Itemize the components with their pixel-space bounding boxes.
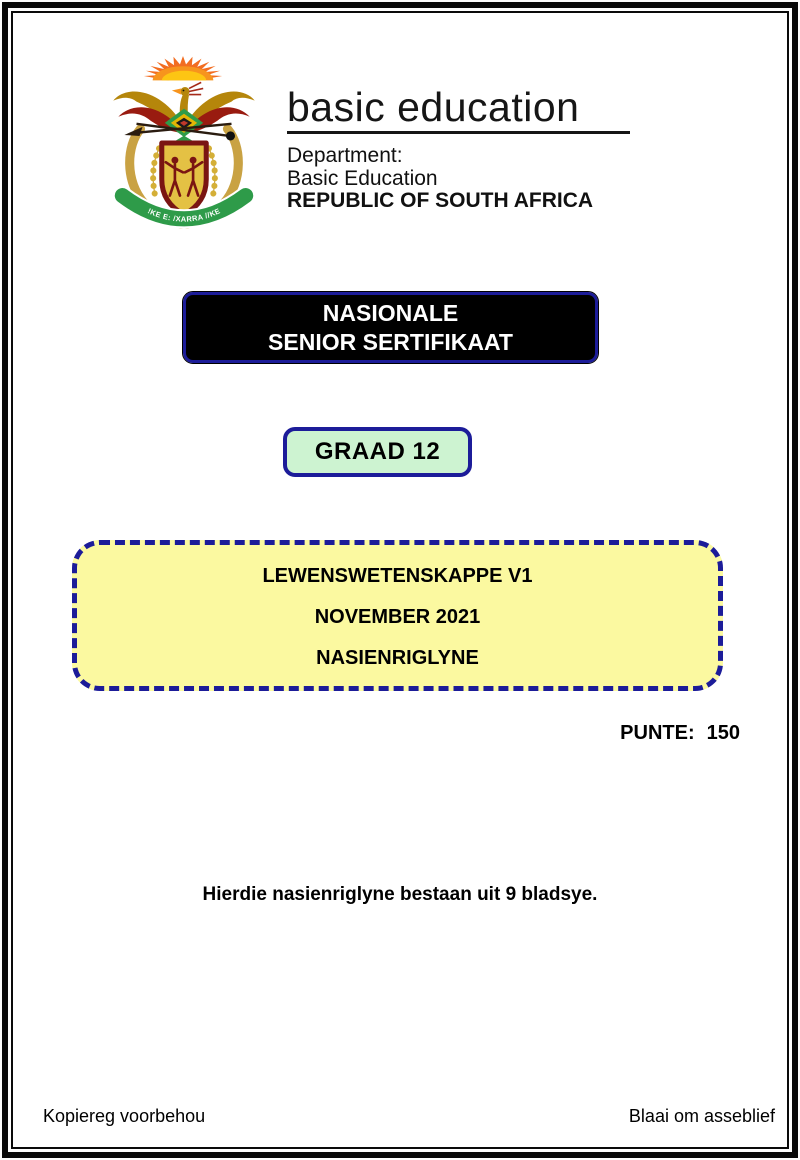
exam-session: NOVEMBER 2021 (314, 606, 481, 628)
exam-doc-type: NASIENRIGLYNE (316, 647, 479, 669)
exam-subject-box (72, 540, 723, 691)
department-brand-block (287, 86, 630, 213)
grade-label: GRAAD 12 (314, 438, 441, 465)
marks-total (620, 722, 740, 745)
sun-icon (143, 56, 222, 81)
department-name: Basic Education (287, 166, 438, 190)
country-name: REPUBLIC OF SOUTH AFRICA (287, 189, 594, 212)
south-africa-coat-of-arms-icon (108, 44, 260, 236)
pages-note: Hierdie nasienriglyne bestaan uit 9 bladsye. (202, 884, 598, 905)
certificate-line-1: NASIONALE (322, 299, 459, 326)
wordmark-underline (287, 131, 630, 134)
exam-subject: LEWENSWETENSKAPPE V1 (262, 565, 533, 587)
certificate-title-box (183, 292, 598, 363)
turn-over-note: Blaai om asseblief (628, 1106, 775, 1126)
wordmark: basic education (287, 84, 580, 130)
motto-text: !KE E: /XARRA //KE (146, 206, 222, 224)
marks-label: PUNTE: (620, 722, 695, 744)
marks-value: 150 (706, 722, 740, 744)
department-label: Department: (287, 144, 403, 167)
certificate-line-2: SENIOR SERTIFIKAAT (268, 328, 513, 355)
shield-icon (162, 143, 206, 215)
coat-of-arms-logo (108, 44, 260, 236)
copyright-note: Kopiereg voorbehou (43, 1106, 206, 1126)
grade-badge (283, 427, 472, 477)
